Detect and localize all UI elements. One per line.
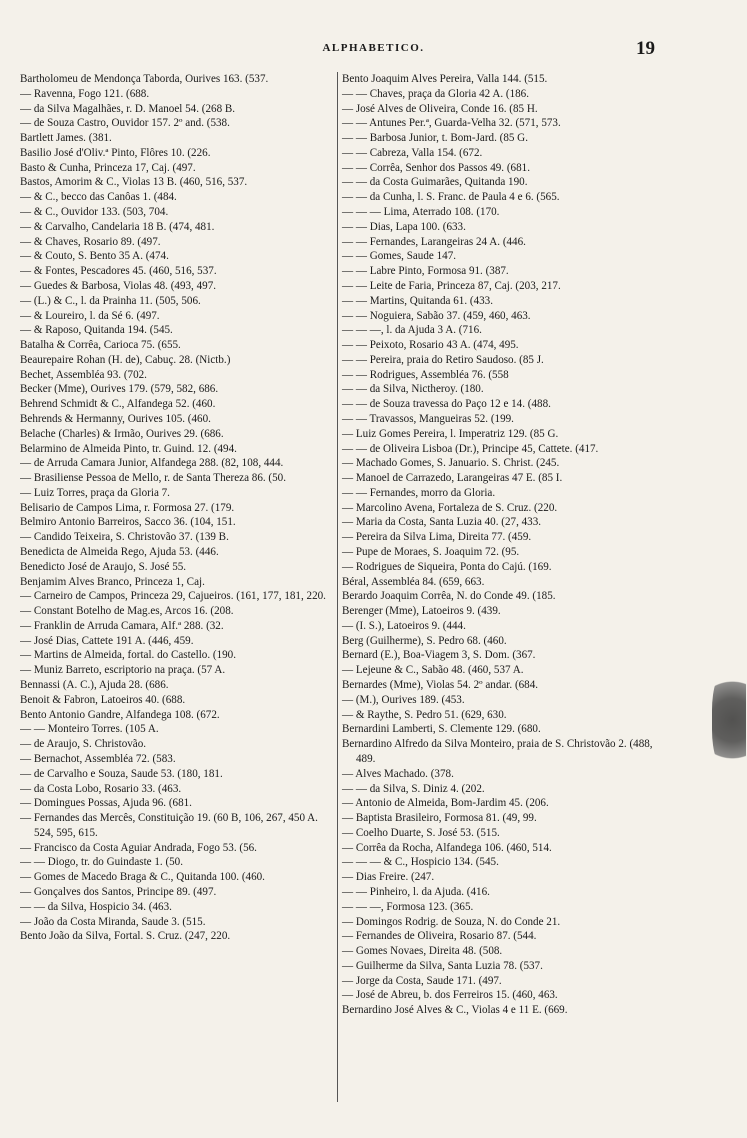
directory-entry: — — Labre Pinto, Formosa 91. (387. bbox=[342, 265, 509, 278]
directory-entry: — Luiz Torres, praça da Gloria 7. bbox=[20, 486, 170, 499]
directory-entry: Bernardino José Alves & C., Violas 4 e 11 E. (669. bbox=[342, 1004, 568, 1017]
directory-entry: Bernardini Lamberti, S. Clemente 129. (680. bbox=[342, 723, 541, 736]
directory-entry: — Corrêa da Rocha, Alfandega 106. (460, 514. bbox=[342, 841, 552, 854]
directory-entry: — Gomes de Macedo Braga & C., Quitanda 100. (460. bbox=[20, 871, 265, 884]
directory-entry: — & C., becco das Canôas 1. (484. bbox=[20, 191, 177, 204]
directory-entry: — da Silva Magalhães, r. D. Manoel 54. (268 B. bbox=[20, 102, 236, 115]
directory-entry: — — Pereira, praia do Retiro Saudoso. (85 J. bbox=[342, 353, 544, 366]
directory-entry: — Pereira da Silva Lima, Direita 77. (459. bbox=[342, 531, 532, 544]
directory-entry: — — — & C., Hospicio 134. (545. bbox=[342, 856, 499, 869]
directory-entry: — Franklin de Arruda Camara, Alf.ª 288. (32. bbox=[20, 619, 224, 632]
directory-entry: Bastos, Amorim & C., Violas 13 B. (460, 516, 537. bbox=[20, 176, 248, 189]
directory-entry: Béral, Assembléa 84. (659, 663. bbox=[342, 575, 485, 588]
right-column bbox=[338, 72, 655, 1102]
directory-entry: Bernard (E.), Boa-Viagem 3, S. Dom. (367. bbox=[342, 649, 536, 662]
directory-entry: — — da Costa Guimarães, Quitanda 190. bbox=[342, 176, 528, 189]
directory-entry: — (L.) & C., l. da Prainha 11. (505, 506. bbox=[20, 294, 201, 307]
directory-entry: — & Fontes, Pescadores 45. (460, 516, 537. bbox=[20, 265, 217, 278]
directory-entry: — & Carvalho, Candelaria 18 B. (474, 481. bbox=[20, 220, 215, 233]
directory-entry: — — da Silva, Nictheroy. (180. bbox=[342, 383, 484, 396]
directory-entry: — — Corrêa, Senhor dos Passos 49. (681. bbox=[342, 161, 530, 174]
directory-entry: — José Alves de Oliveira, Conde 16. (85 H. bbox=[342, 102, 538, 115]
directory-entry: — Gonçalves dos Santos, Principe 89. (497. bbox=[20, 885, 217, 898]
directory-entry: — & Chaves, Rosario 89. (497. bbox=[20, 235, 161, 248]
directory-entry: — Guilherme da Silva, Santa Luzia 78. (537. bbox=[342, 959, 543, 972]
directory-entry: — & Raythe, S. Pedro 51. (629, 630. bbox=[342, 708, 507, 721]
directory-entry: — (M.), Ourives 189. (453. bbox=[342, 693, 465, 706]
directory-entry: Becker (Mme), Ourives 179. (579, 582, 686. bbox=[20, 383, 219, 396]
directory-entry: — Luiz Gomes Pereira, l. Imperatriz 129. (85 G. bbox=[342, 427, 559, 440]
directory-entry: — — —, l. da Ajuda 3 A. (716. bbox=[342, 324, 482, 337]
directory-entry: Belmiro Antonio Barreiros, Sacco 36. (104, 151. bbox=[20, 516, 236, 529]
page-number: 19 bbox=[636, 38, 655, 59]
directory-entry: — Bernachot, Assembléa 72. (583. bbox=[20, 752, 176, 765]
running-title: ALPHABETICO. bbox=[322, 42, 425, 54]
directory-entry: — Manoel de Carrazedo, Larangeiras 47 E. (85 I. bbox=[342, 472, 563, 485]
directory-entry: — Fernandes das Mercês, Constituição 19. (60 B, 106, 267, 450 A. 524, 595, 615. bbox=[20, 812, 318, 839]
directory-entry: — — Monteiro Torres. (105 A. bbox=[20, 723, 159, 736]
directory-entry: Benjamim Alves Branco, Princeza 1, Caj. bbox=[20, 575, 205, 588]
directory-entry: Behrends & Hermanny, Ourives 105. (460. bbox=[20, 412, 211, 425]
directory-entry: Bennassi (A. C.), Ajuda 28. (686. bbox=[20, 679, 169, 692]
directory-entry: — Maria da Costa, Santa Luzia 40. (27, 433. bbox=[342, 516, 542, 529]
directory-entry: — Machado Gomes, S. Januario. S. Christ. (245. bbox=[342, 457, 560, 470]
directory-entry: Beaurepaire Rohan (H. de), Cabuç. 28. (Nictb.) bbox=[20, 353, 231, 366]
directory-entry: — Pupe de Moraes, S. Joaquim 72. (95. bbox=[342, 546, 520, 558]
directory-entry: — — Martins, Quitanda 61. (433. bbox=[342, 294, 493, 307]
directory-entry: — Rodrigues de Siqueira, Ponta do Cajú. (169. bbox=[342, 560, 552, 573]
directory-entry: — (I. S.), Latoeiros 9. (444. bbox=[342, 619, 466, 632]
directory-entry: — Jorge da Costa, Saude 171. (497. bbox=[342, 974, 502, 987]
directory-entry: Bechet, Assembléa 93. (702. bbox=[20, 368, 147, 381]
directory-entry: — de Carvalho e Souza, Saude 53. (180, 181. bbox=[20, 767, 223, 780]
directory-entry: — & C., Ouvidor 133. (503, 704. bbox=[20, 206, 169, 219]
directory-entry: — de Arruda Camara Junior, Alfandega 288. (82, 108, 444. bbox=[20, 457, 284, 470]
directory-entry: — Ravenna, Fogo 121. (688. bbox=[20, 87, 150, 100]
directory-entry: — — da Silva, S. Diniz 4. (202. bbox=[342, 782, 485, 795]
directory-entry: — Dias Freire. (247. bbox=[342, 871, 435, 884]
directory-entry: Belache (Charles) & Irmão, Ourives 29. (686. bbox=[20, 427, 224, 440]
directory-entry: — — da Silva, Hospicio 34. (463. bbox=[20, 900, 172, 913]
directory-entry: — Coelho Duarte, S. José 53. (515. bbox=[342, 826, 500, 839]
directory-entry: — Muniz Barreto, escriptorio na praça. (57 A. bbox=[20, 664, 226, 677]
directory-entry: — — Chaves, praça da Gloria 42 A. (186. bbox=[342, 87, 530, 100]
directory-entry: Belisario de Campos Lima, r. Formosa 27. (179. bbox=[20, 501, 235, 514]
directory-entry: — Francisco da Costa Aguiar Andrada, Fogo 53. (56. bbox=[20, 841, 257, 854]
directory-entry: — — Rodrigues, Assembléa 76. (558 bbox=[342, 368, 509, 381]
directory-entry: Berardo Joaquim Corrêa, N. do Conde 49. (185. bbox=[342, 590, 556, 603]
directory-entry: Basto & Cunha, Princeza 17, Caj. (497. bbox=[20, 161, 196, 174]
directory-entry: — Lejeune & C., Sabão 48. (460, 537 A. bbox=[342, 664, 524, 677]
directory-entry: — da Costa Lobo, Rosario 33. (463. bbox=[20, 782, 182, 795]
directory-entry: Basilio José d'Oliv.ª Pinto, Flôres 10. (226. bbox=[20, 146, 211, 159]
directory-entry: — & Loureiro, l. da Sé 6. (497. bbox=[20, 309, 160, 322]
directory-entry: — Fernandes de Oliveira, Rosario 87. (544. bbox=[342, 930, 537, 943]
directory-entry: — Candido Teixeira, S. Christovão 37. (139 B. bbox=[20, 531, 229, 544]
directory-entry: Bernardino Alfredo da Silva Monteiro, praia de S. Christovão 2. (488, 489. bbox=[342, 738, 653, 765]
directory-entry: — & Raposo, Quitanda 194. (545. bbox=[20, 324, 173, 337]
directory-entry: — Constant Botelho de Mag.es, Arcos 16. (208. bbox=[20, 605, 234, 618]
directory-entry: — — da Cunha, l. S. Franc. de Paula 4 e 6. (565. bbox=[342, 191, 560, 204]
directory-entry: — José Dias, Cattete 191 A. (446, 459. bbox=[20, 634, 194, 647]
directory-entry: — — de Oliveira Lisboa (Dr.), Principe 45, Cattete. (417. bbox=[342, 442, 599, 455]
directory-entry: — Baptista Brasileiro, Formosa 81. (49, 99. bbox=[342, 812, 537, 825]
page-header bbox=[0, 38, 747, 60]
directory-entry: — — —, Formosa 123. (365. bbox=[342, 900, 474, 913]
directory-entry: — Alves Machado. (378. bbox=[342, 767, 454, 780]
directory-entry: Bento Antonio Gandre, Alfandega 108. (672. bbox=[20, 708, 220, 721]
directory-entry: Berg (Guilherme), S. Pedro 68. (460. bbox=[342, 634, 507, 647]
directory-entry: Benedicto José de Araujo, S. José 55. bbox=[20, 560, 187, 573]
directory-entry: — Marcolino Avena, Fortaleza de S. Cruz. (220. bbox=[342, 501, 558, 514]
directory-entry: — — Travassos, Mangueiras 52. (199. bbox=[342, 412, 514, 425]
directory-entry: — — Pinheiro, l. da Ajuda. (416. bbox=[342, 885, 490, 898]
directory-entry: — Gomes Novaes, Direita 48. (508. bbox=[342, 945, 503, 958]
two-column-listing bbox=[20, 72, 655, 1102]
directory-entry: Bartholomeu de Mendonça Taborda, Ourives 163. (537. bbox=[20, 73, 269, 85]
directory-entry: — — — Lima, Aterrado 108. (170. bbox=[342, 206, 500, 219]
directory-entry: Benoit & Fabron, Latoeiros 40. (688. bbox=[20, 693, 186, 706]
directory-entry: — — Gomes, Saude 147. bbox=[342, 250, 457, 263]
directory-entry: — — Noguiera, Sabão 37. (459, 460, 463. bbox=[342, 309, 531, 322]
directory-entry: — Domingues Possas, Ajuda 96. (681. bbox=[20, 797, 192, 810]
directory-entry: — — Leite de Faria, Princeza 87, Caj. (203, 217. bbox=[342, 279, 561, 292]
directory-entry: Berenger (Mme), Latoeiros 9. (439. bbox=[342, 605, 501, 618]
directory-entry: Bartlett James. (381. bbox=[20, 132, 112, 145]
directory-entry: Benedicta de Almeida Rego, Ajuda 53. (446. bbox=[20, 546, 219, 558]
directory-entry: — Guedes & Barbosa, Violas 48. (493, 497. bbox=[20, 279, 217, 292]
directory-entry: Bento Joaquim Alves Pereira, Valla 144. (515. bbox=[342, 73, 548, 85]
directory-entry: — Antonio de Almeida, Bom-Jardim 45. (206. bbox=[342, 797, 549, 810]
directory-entry: — José de Abreu, b. dos Ferreiros 15. (460, 463. bbox=[342, 989, 558, 1002]
directory-entry: — — Fernandes, Larangeiras 24 A. (446. bbox=[342, 235, 526, 248]
directory-entry: Batalha & Corrêa, Carioca 75. (655. bbox=[20, 339, 181, 352]
directory-entry: — — Barbosa Junior, t. Bom-Jard. (85 G. bbox=[342, 132, 528, 145]
directory-entry: — Carneiro de Campos, Princeza 29, Cajueiros. (161, 177, 181, 220. bbox=[20, 590, 326, 603]
directory-entry: — Domingos Rodrig. de Souza, N. do Conde 21. bbox=[342, 915, 561, 928]
directory-entry: — — Fernandes, morro da Gloria. bbox=[342, 486, 496, 499]
directory-entry: — — Antunes Per.ª, Guarda-Velha 32. (571, 573. bbox=[342, 117, 561, 130]
left-column bbox=[20, 72, 338, 1102]
directory-entry: Bernardes (Mme), Violas 54. 2º andar. (684. bbox=[342, 679, 539, 692]
directory-entry: — Martins de Almeida, fortal. do Castello. (190. bbox=[20, 649, 236, 662]
directory-entry: — — Dias, Lapa 100. (633. bbox=[342, 220, 466, 233]
directory-entry: — — Diogo, tr. do Guindaste 1. (50. bbox=[20, 856, 184, 869]
directory-entry: — Brasiliense Pessoa de Mello, r. de Santa Thereza 86. (50. bbox=[20, 472, 286, 485]
directory-entry: — de Souza Castro, Ouvidor 157. 2º and. (538. bbox=[20, 117, 230, 130]
directory-entry: — João da Costa Miranda, Saude 3. (515. bbox=[20, 915, 206, 928]
directory-entry: Behrend Schmidt & C., Alfandega 52. (460. bbox=[20, 398, 216, 411]
directory-entry: — — de Souza travessa do Paço 12 e 14. (488. bbox=[342, 398, 551, 411]
directory-entry: — — Cabreza, Valla 154. (672. bbox=[342, 146, 483, 159]
directory-entry: — & Couto, S. Bento 35 A. (474. bbox=[20, 250, 169, 263]
directory-entry: Bento João da Silva, Fortal. S. Cruz. (247, 220. bbox=[20, 930, 231, 943]
directory-entry: — — Peixoto, Rosario 43 A. (474, 495. bbox=[342, 339, 519, 352]
page-edge-ink-blot bbox=[712, 670, 746, 770]
directory-entry: Belarmino de Almeida Pinto, tr. Guind. 12. (494. bbox=[20, 442, 237, 455]
directory-entry: — de Araujo, S. Christovão. bbox=[20, 738, 147, 751]
